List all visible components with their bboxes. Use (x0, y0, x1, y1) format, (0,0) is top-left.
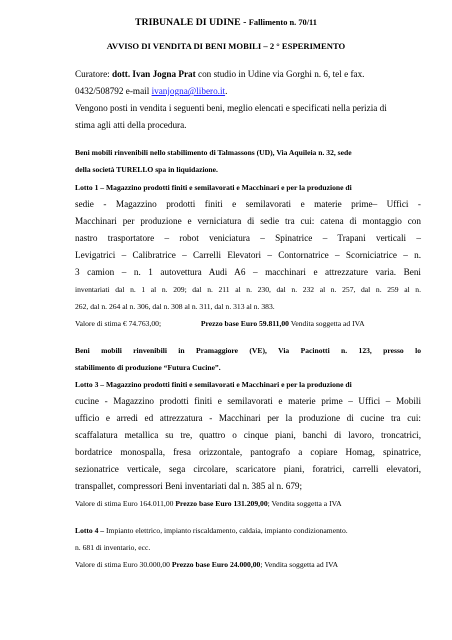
notice-title: AVVISO DI VENDITA DI BENI MOBILI – 2 ° ESPERIMENTO (106, 41, 346, 51)
lot3-price-line (75, 498, 342, 509)
lot3-line: sezionatrice verticale, sega circolare, scaricatore piani, foratrici, carrelli elevatori, (75, 464, 421, 474)
lot3-line: cucine - Magazzino prodotti finiti e semilavorati e materie prime – Uffici – Mobili (75, 396, 421, 406)
lot3-inventory-line: transpallet, compressori Beni inventariati dal n. 385 al n. 679; (75, 481, 303, 491)
lot1-estimate: Valore di stima € 74.763,00; (75, 319, 162, 328)
lot4-estimate: Valore di stima Euro 30.000,00 (75, 560, 170, 569)
lot1-price-line (75, 318, 365, 329)
lot4-price-line (75, 559, 338, 570)
section1-heading-line-1: Beni mobili rinvenibili nello stabilimento di Talmassons (UD), Via Aquileia n. 32, sede (75, 148, 352, 157)
lot4-title-line (75, 525, 348, 536)
intro-line-2: stima agli atti della procedura. (75, 120, 187, 130)
phone-text: 0432/508792 e-mail (75, 86, 150, 96)
lot1-line: 3 camion – n. 1 autovettura Audi A6 – macchinari e attrezzature varia. Beni (75, 267, 421, 277)
section1-heading-line-2: della società TURELLO spa in liquidazione. (75, 165, 218, 174)
lot3-vat-note: ; Vendita soggetta a IVA (267, 499, 342, 508)
lot3-line: bordatrice monospalla, fresa orizzontale, pantografo a copiare Homag, spinatrice, (75, 447, 421, 457)
lot1-line: sedie - Magazzino prodotti finiti e semilavorati e materie prime– Uffici - (75, 199, 421, 209)
lot3-line: ufficio e arredi ed attrezzatura - Macchinari per la produzione di cucine tra cui: (75, 413, 421, 423)
intro-line-1: Vengono posti in vendita i seguenti beni, meglio elencati e specificati nella perizia di (75, 103, 387, 113)
lot1-vat-note: Vendita soggetta ad IVA (290, 319, 365, 328)
curatore-address: con studio in Udine via Gorghi n. 6, tel e fax. (198, 69, 365, 79)
court-name: TRIBUNALE DI UDINE - (135, 17, 247, 28)
lot1-inventory-line: inventariati dal n. 1 al n. 209; dal n. 211 al n. 230, dal n. 232 al n. 257, dal n. 259 al n. (75, 285, 421, 294)
lot3-title: Lotto 3 – Magazzino prodotti finiti e semilavorati e Macchinari e per la produzione di (75, 380, 352, 389)
section2-heading-line-2: stabilimento di produzione “Futura Cucine”. (75, 363, 221, 372)
lot3-estimate: Valore di stima Euro 164.011,00 (75, 499, 174, 508)
document-title (0, 17, 452, 29)
section2-heading-line-1: Beni mobili rinvenibili in Pramaggiore (VE), Via Pacinotti n. 123, presso lo (75, 346, 421, 355)
lot1-line: Macchinari per produzione e verniciatura di sedie tra cui: catena di montaggio con (75, 216, 421, 226)
lot1-base-price: Prezzo base Euro 59.811,00 (200, 319, 289, 328)
email-link[interactable]: ivanjogna@libero.it (151, 86, 226, 96)
curatore-line (75, 69, 364, 80)
lot1-title: Lotto 1 – Magazzino prodotti finiti e semilavorati e Macchinari e per la produzione di (75, 183, 352, 192)
lot4-label: Lotto 4 – (75, 526, 105, 535)
lot1-inventory-line: 262, dal n. 264 al n. 306, dal n. 308 al n. 311, dal n. 313 al n. 383. (75, 302, 275, 311)
lot4-base-price: Prezzo base Euro 24.000,00 (171, 560, 261, 569)
lot1-line: nastro trasportatore – robot veniciatura – Spinatrice – Trapani verticali – (75, 233, 421, 243)
lot1-line: Levigatrici – Calibratrice – Carrelli Elevatori – Contornatrice – Scorniciatrice – n. (75, 250, 421, 260)
case-number: Fallimento n. 70/11 (248, 18, 317, 27)
lot3-base-price: Prezzo base Euro 131.209,00 (175, 499, 268, 508)
curatore-name: dott. Ivan Jogna Prat (112, 69, 196, 79)
lot4-inventory-line: n. 681 di inventario, ecc. (75, 543, 151, 552)
lot3-line: scaffalatura metallica su tre, quattro o cinque piani, banchi di lavoro, troncatrici, (75, 430, 421, 440)
lot4-description: Impianto elettrico, impianto riscaldamento, caldaia, impianto condizionamento. (106, 526, 348, 535)
lot4-vat-note: ; Vendita soggetta ad IVA (260, 560, 339, 569)
contact-line: 0432/508792 e-mail ivanjogna@libero.it. (75, 86, 228, 96)
curatore-label: Curatore: (75, 69, 110, 79)
